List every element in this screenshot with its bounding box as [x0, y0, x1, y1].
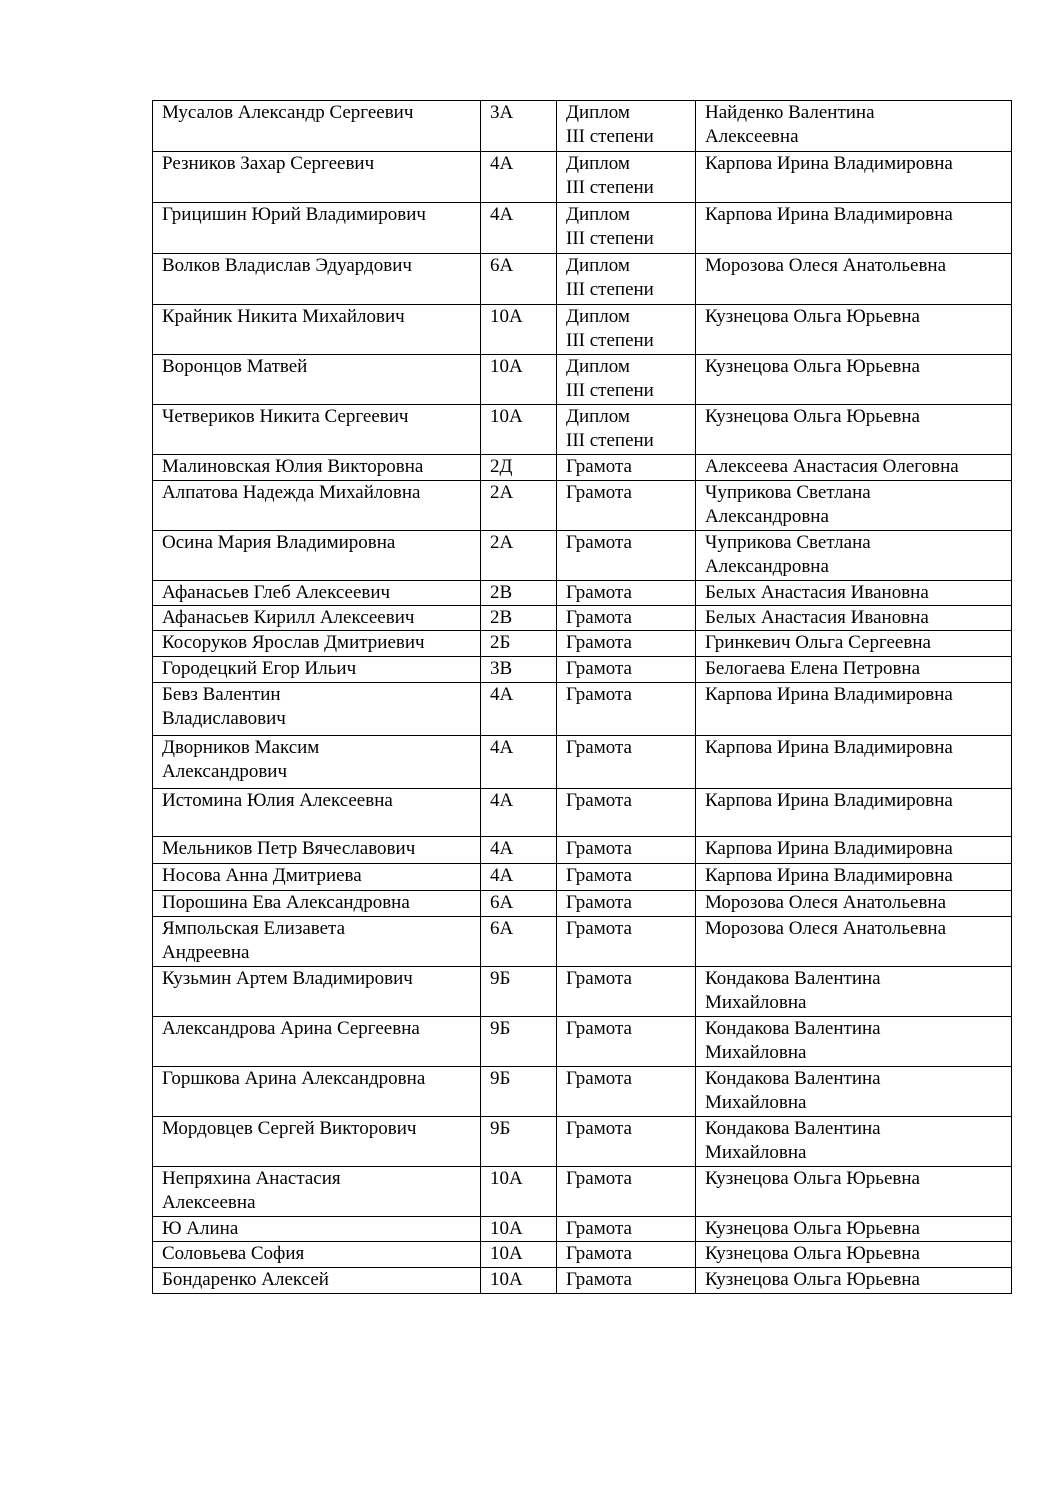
class-cell: 2Б [481, 631, 557, 657]
table-row [153, 736, 1012, 789]
award-cell: Грамота [557, 581, 696, 606]
award-cell: Грамота [557, 1117, 696, 1167]
table-row [153, 355, 1012, 405]
class-cell: 10А [481, 1217, 557, 1242]
award-cell: Грамота [557, 1017, 696, 1067]
class-cell: 2В [481, 581, 557, 606]
teacher-cell: Карпова Ирина Владимировна [696, 736, 1012, 789]
award-cell: Грамота [557, 917, 696, 967]
student-name-cell: Носова Анна Дмитриева [153, 864, 481, 891]
award-cell: Грамота [557, 736, 696, 789]
award-cell: Грамота [557, 657, 696, 683]
class-cell: 10А [481, 1167, 557, 1217]
table-row [153, 789, 1012, 837]
student-name-cell: Резников Захар Сергеевич [153, 152, 481, 203]
teacher-cell: Белых Анастасия Ивановна [696, 606, 1012, 631]
student-name-cell: Соловьева София [153, 1242, 481, 1268]
class-cell: 9Б [481, 1117, 557, 1167]
student-name-cell: Мельников Петр Вячеславович [153, 837, 481, 864]
class-cell: 10А [481, 1268, 557, 1294]
award-cell: Диплом III степени [557, 305, 696, 355]
table-row [153, 1117, 1012, 1167]
award-cell: Диплом III степени [557, 405, 696, 455]
student-name-cell: Осина Мария Владимировна [153, 531, 481, 581]
student-name-cell: Алпатова Надежда Михайловна [153, 481, 481, 531]
awards-table [152, 100, 1012, 1294]
teacher-cell: Чуприкова Светлана Александровна [696, 531, 1012, 581]
class-cell: 4А [481, 152, 557, 203]
student-name-cell: Афанасьев Кирилл Алексеевич [153, 606, 481, 631]
table-row [153, 1242, 1012, 1268]
class-cell: 6А [481, 254, 557, 305]
table-row [153, 891, 1012, 917]
student-name-cell: Афанасьев Глеб Алексеевич [153, 581, 481, 606]
class-cell: 4А [481, 837, 557, 864]
award-cell: Грамота [557, 1217, 696, 1242]
student-name-cell: Дворников Максим Александрович [153, 736, 481, 789]
class-cell: 3В [481, 657, 557, 683]
student-name-cell: Волков Владислав Эдуардович [153, 254, 481, 305]
student-name-cell: Крайник Никита Михайлович [153, 305, 481, 355]
student-name-cell: Непряхина Анастасия Алексеевна [153, 1167, 481, 1217]
table-row [153, 531, 1012, 581]
table-row [153, 631, 1012, 657]
award-cell: Грамота [557, 837, 696, 864]
table-row [153, 1067, 1012, 1117]
class-cell: 9Б [481, 1017, 557, 1067]
teacher-cell: Кондакова Валентина Михайловна [696, 1067, 1012, 1117]
teacher-cell: Кондакова Валентина Михайловна [696, 967, 1012, 1017]
class-cell: 10А [481, 1242, 557, 1268]
student-name-cell: Мордовцев Сергей Викторович [153, 1117, 481, 1167]
award-cell: Грамота [557, 1167, 696, 1217]
table-row [153, 152, 1012, 203]
award-cell: Грамота [557, 531, 696, 581]
teacher-cell: Кузнецова Ольга Юрьевна [696, 1217, 1012, 1242]
award-cell: Диплом III степени [557, 203, 696, 254]
teacher-cell: Морозова Олеся Анатольевна [696, 254, 1012, 305]
student-name-cell: Истомина Юлия Алексеевна [153, 789, 481, 837]
table-row [153, 657, 1012, 683]
teacher-cell: Найденко Валентина Алексеевна [696, 101, 1012, 152]
teacher-cell: Карпова Ирина Владимировна [696, 152, 1012, 203]
award-cell: Диплом III степени [557, 254, 696, 305]
awards-table-body [153, 101, 1012, 1294]
class-cell: 10А [481, 355, 557, 405]
student-name-cell: Александрова Арина Сергеевна [153, 1017, 481, 1067]
class-cell: 9Б [481, 1067, 557, 1117]
student-name-cell: Воронцов Матвей [153, 355, 481, 405]
award-cell: Грамота [557, 967, 696, 1017]
table-row [153, 683, 1012, 736]
student-name-cell: Ямпольская Елизавета Андреевна [153, 917, 481, 967]
teacher-cell: Белогаева Елена Петровна [696, 657, 1012, 683]
table-row [153, 305, 1012, 355]
award-cell: Грамота [557, 891, 696, 917]
student-name-cell: Малиновская Юлия Викторовна [153, 455, 481, 481]
table-row [153, 864, 1012, 891]
teacher-cell: Карпова Ирина Владимировна [696, 203, 1012, 254]
teacher-cell: Гринкевич Ольга Сергеевна [696, 631, 1012, 657]
student-name-cell: Ю Алина [153, 1217, 481, 1242]
teacher-cell: Кузнецова Ольга Юрьевна [696, 355, 1012, 405]
student-name-cell: Бондаренко Алексей [153, 1268, 481, 1294]
teacher-cell: Кондакова Валентина Михайловна [696, 1017, 1012, 1067]
class-cell: 10А [481, 305, 557, 355]
teacher-cell: Кузнецова Ольга Юрьевна [696, 1268, 1012, 1294]
class-cell: 3А [481, 101, 557, 152]
student-name-cell: Грицишин Юрий Владимирович [153, 203, 481, 254]
award-cell: Грамота [557, 683, 696, 736]
award-cell: Грамота [557, 1067, 696, 1117]
teacher-cell: Морозова Олеся Анатольевна [696, 917, 1012, 967]
student-name-cell: Четвериков Никита Сергеевич [153, 405, 481, 455]
award-cell: Диплом III степени [557, 152, 696, 203]
teacher-cell: Карпова Ирина Владимировна [696, 789, 1012, 837]
table-row [153, 1017, 1012, 1067]
class-cell: 6А [481, 917, 557, 967]
award-cell: Диплом III степени [557, 101, 696, 152]
teacher-cell: Карпова Ирина Владимировна [696, 683, 1012, 736]
award-cell: Грамота [557, 481, 696, 531]
teacher-cell: Кондакова Валентина Михайловна [696, 1117, 1012, 1167]
table-row [153, 837, 1012, 864]
teacher-cell: Кузнецова Ольга Юрьевна [696, 1167, 1012, 1217]
award-cell: Грамота [557, 789, 696, 837]
student-name-cell: Косоруков Ярослав Дмитриевич [153, 631, 481, 657]
table-row [153, 101, 1012, 152]
table-row [153, 917, 1012, 967]
class-cell: 4А [481, 203, 557, 254]
teacher-cell: Карпова Ирина Владимировна [696, 837, 1012, 864]
class-cell: 4А [481, 683, 557, 736]
class-cell: 9Б [481, 967, 557, 1017]
student-name-cell: Городецкий Егор Ильич [153, 657, 481, 683]
award-cell: Грамота [557, 631, 696, 657]
student-name-cell: Порошина Ева Александровна [153, 891, 481, 917]
teacher-cell: Кузнецова Ольга Юрьевна [696, 305, 1012, 355]
table-row [153, 581, 1012, 606]
class-cell: 2В [481, 606, 557, 631]
table-row [153, 1217, 1012, 1242]
table-row [153, 405, 1012, 455]
award-cell: Грамота [557, 1242, 696, 1268]
table-row [153, 481, 1012, 531]
class-cell: 2А [481, 531, 557, 581]
teacher-cell: Кузнецова Ольга Юрьевна [696, 1242, 1012, 1268]
table-row [153, 1268, 1012, 1294]
class-cell: 4А [481, 736, 557, 789]
teacher-cell: Морозова Олеся Анатольевна [696, 891, 1012, 917]
teacher-cell: Чуприкова Светлана Александровна [696, 481, 1012, 531]
table-row [153, 254, 1012, 305]
award-cell: Диплом III степени [557, 355, 696, 405]
table-row [153, 203, 1012, 254]
teacher-cell: Алексеева Анастасия Олеговна [696, 455, 1012, 481]
student-name-cell: Кузьмин Артем Владимирович [153, 967, 481, 1017]
student-name-cell: Мусалов Александр Сергеевич [153, 101, 481, 152]
teacher-cell: Карпова Ирина Владимировна [696, 864, 1012, 891]
class-cell: 2А [481, 481, 557, 531]
award-cell: Грамота [557, 606, 696, 631]
table-row [153, 606, 1012, 631]
teacher-cell: Кузнецова Ольга Юрьевна [696, 405, 1012, 455]
table-row [153, 1167, 1012, 1217]
table-row [153, 967, 1012, 1017]
class-cell: 10А [481, 405, 557, 455]
table-row [153, 455, 1012, 481]
student-name-cell: Бевз Валентин Владиславович [153, 683, 481, 736]
award-cell: Грамота [557, 455, 696, 481]
class-cell: 4А [481, 864, 557, 891]
class-cell: 4А [481, 789, 557, 837]
teacher-cell: Белых Анастасия Ивановна [696, 581, 1012, 606]
class-cell: 2Д [481, 455, 557, 481]
award-cell: Грамота [557, 864, 696, 891]
award-cell: Грамота [557, 1268, 696, 1294]
student-name-cell: Горшкова Арина Александровна [153, 1067, 481, 1117]
class-cell: 6А [481, 891, 557, 917]
